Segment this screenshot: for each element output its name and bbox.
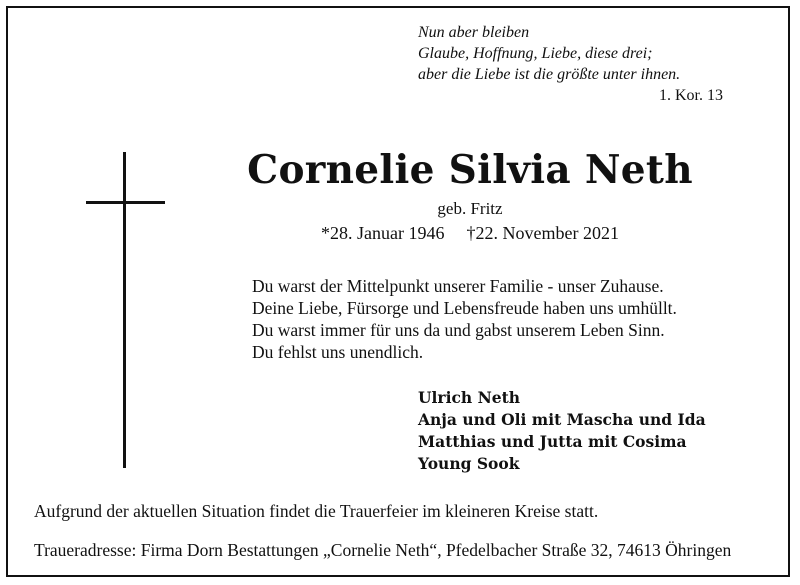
deceased-name: Cornelie Silvia Neth — [247, 147, 693, 193]
family-member: Young Sook — [418, 454, 520, 473]
bible-quote — [418, 22, 723, 106]
death-date: †22. November 2021 — [466, 223, 619, 243]
tribute-text — [252, 275, 732, 363]
family-member: Ulrich Neth — [418, 388, 521, 407]
quote-line: aber die Liebe ist die größte unter ihnen. — [418, 66, 681, 83]
birth-name: geb. Fritz — [437, 199, 503, 218]
cross-icon-vertical-bar — [123, 152, 126, 468]
family-member: Matthias und Jutta mit Cosima — [418, 432, 687, 451]
quote-line: Nun aber bleiben — [418, 24, 530, 41]
mourning-address: Traueradresse: Firma Dorn Bestattungen „Cornelie Neth“, Pfedelbacher Straße 32, 74613 Öhringen — [34, 540, 732, 560]
tribute-line: Du warst der Mittelpunkt unserer Familie - unser Zuhause. — [252, 276, 664, 296]
funeral-notice: Aufgrund der aktuellen Situation findet die Trauerfeier im kleineren Kreise statt. — [34, 501, 599, 521]
quote-reference: 1. Kor. 13 — [659, 87, 723, 104]
tribute-line: Du fehlst uns unendlich. — [252, 342, 424, 362]
tribute-line: Deine Liebe, Fürsorge und Lebensfreude haben uns umhüllt. — [252, 298, 677, 318]
life-dates — [200, 221, 740, 245]
quote-line: Glaube, Hoffnung, Liebe, diese drei; — [418, 45, 653, 62]
family-member: Anja und Oli mit Mascha und Ida — [418, 410, 706, 429]
tribute-line: Du warst immer für uns da und gabst unserem Leben Sinn. — [252, 320, 665, 340]
birth-date: *28. Januar 1946 — [321, 223, 445, 243]
cross-icon-horizontal-bar — [86, 201, 165, 204]
family-signatures — [418, 387, 748, 475]
